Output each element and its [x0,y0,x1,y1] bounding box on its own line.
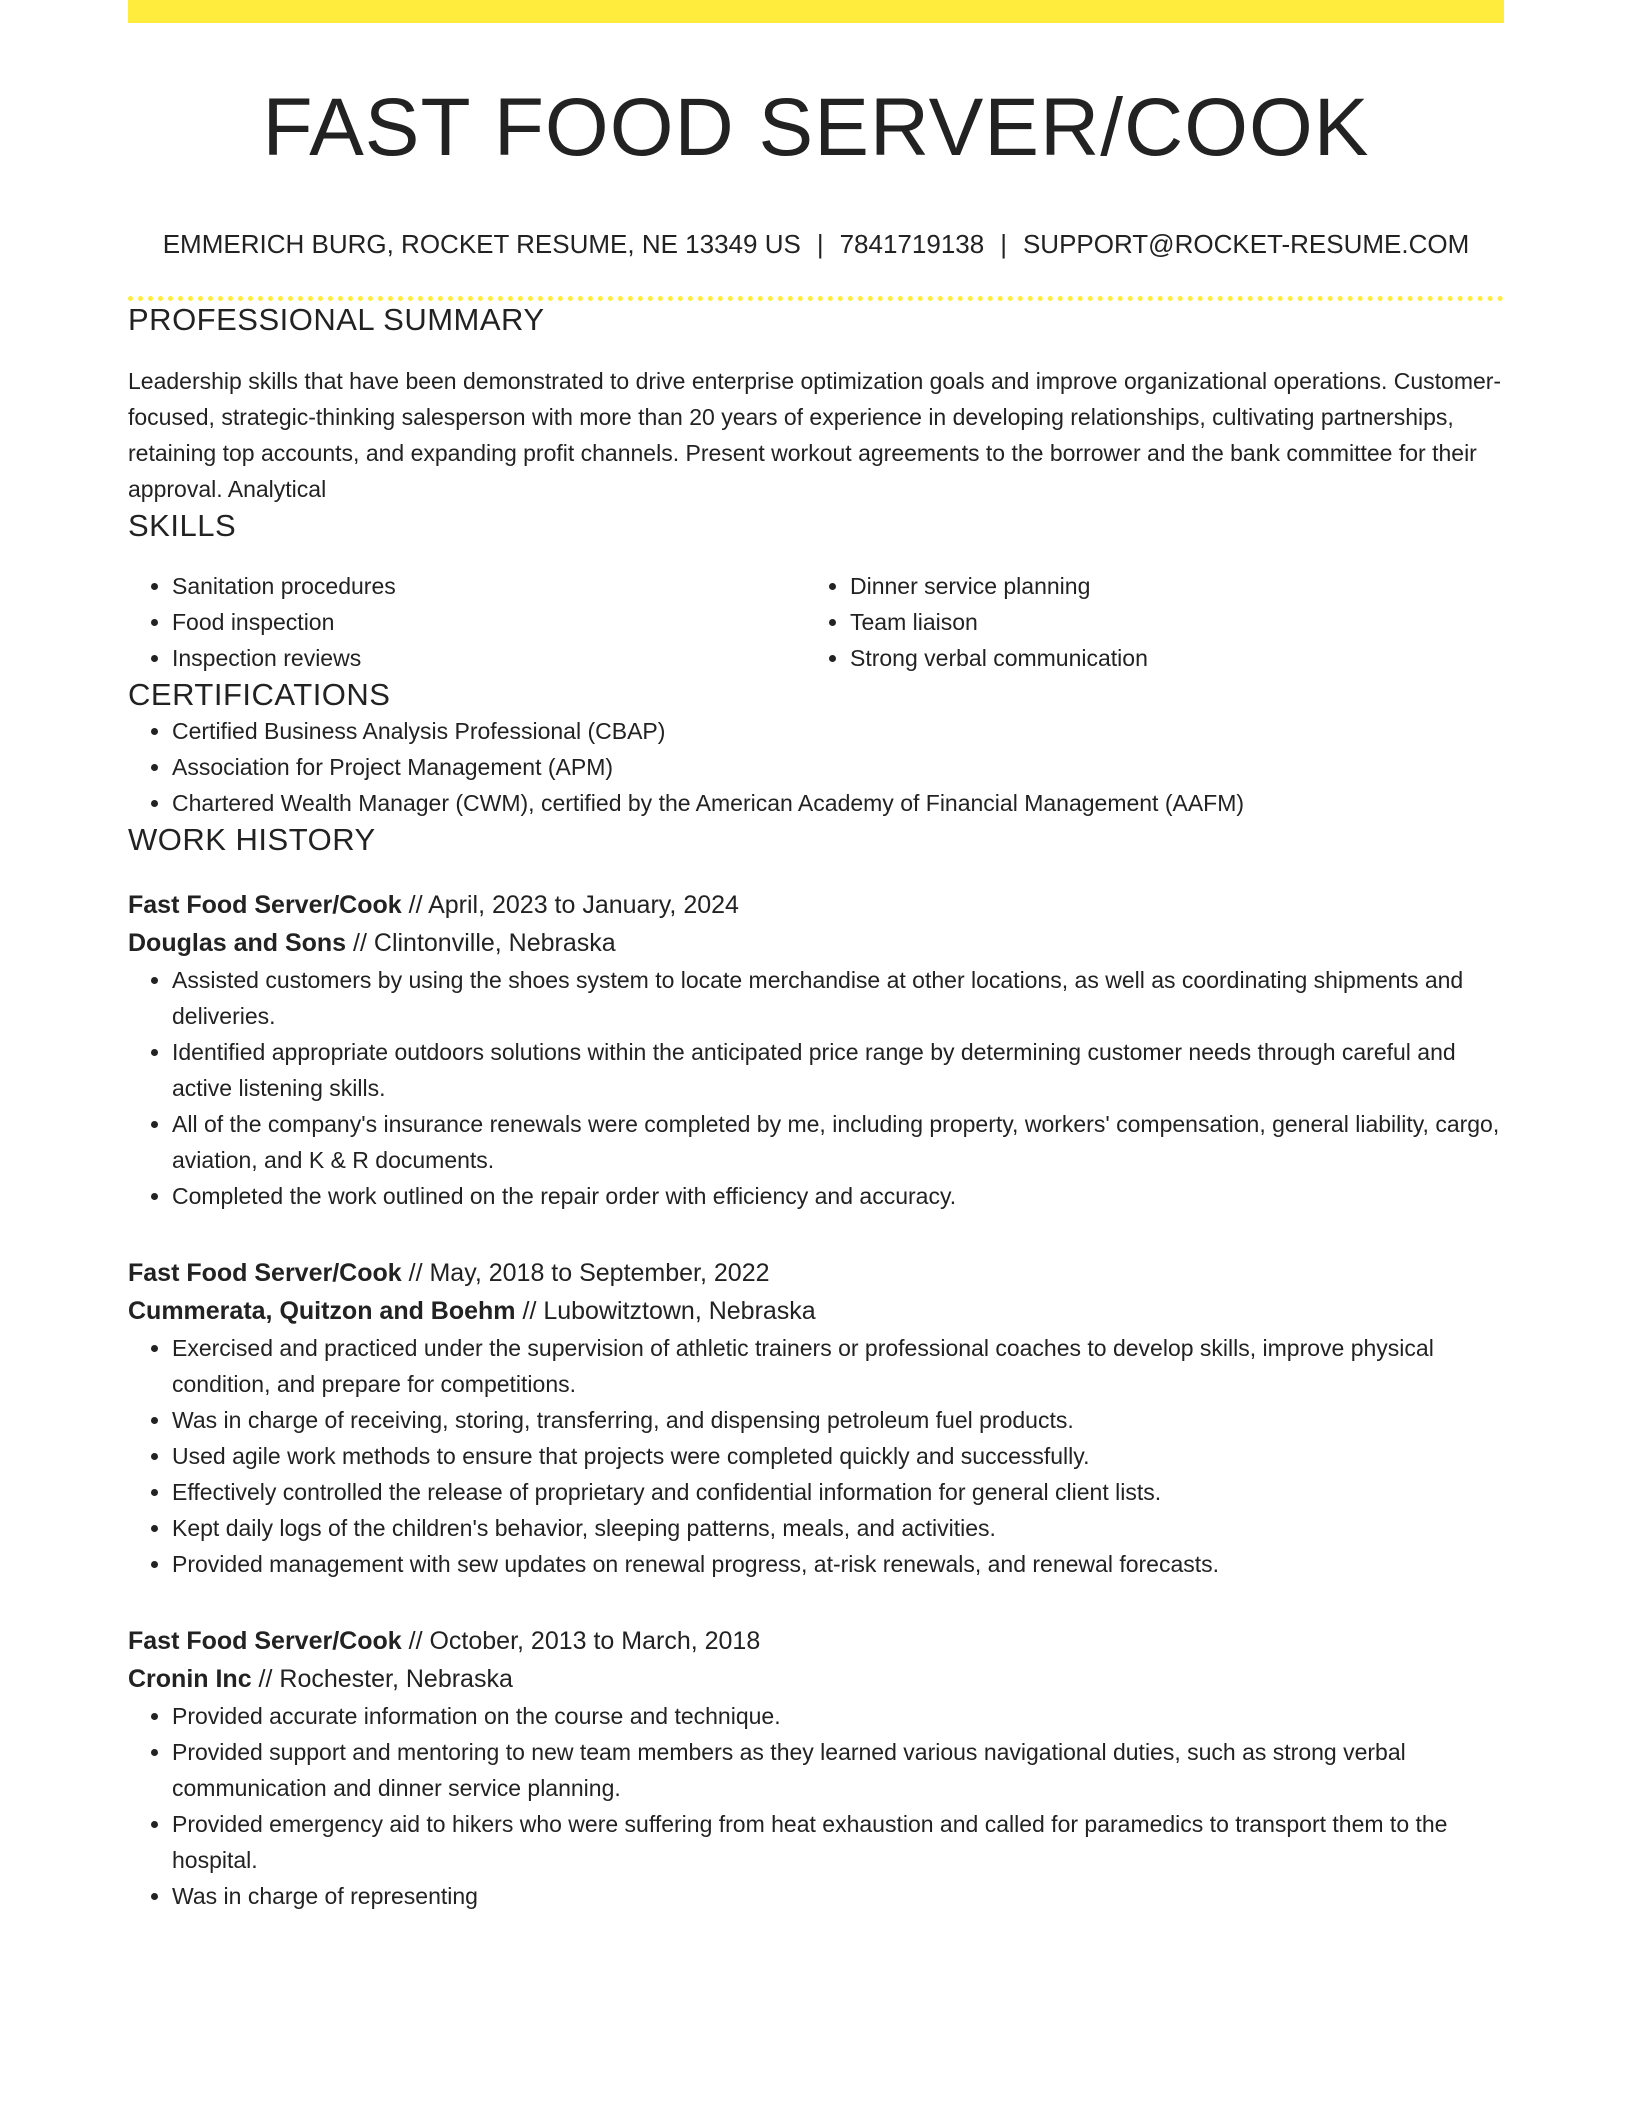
job-duties-list [128,1698,1504,1914]
job-duty-item: • Used agile work methods to ensure that projects were completed quickly and successfully. [172,1438,1504,1474]
job-separator: // [346,929,374,958]
work-history-section [128,821,1504,1914]
job-duty-item: • All of the company's insurance renewals were completed by me, including property, workers' compensation, general liability, cargo, aviation, and K & R documents. [172,1106,1504,1178]
certification-item: • Association for Project Management (APM) [172,749,1504,785]
job-duty-item: • Was in charge of receiving, storing, transferring, and dispensing petroleum fuel products. [172,1402,1504,1438]
job-dates: May, 2018 to September, 2022 [429,1259,770,1288]
contact-phone: 7841719138 [839,229,985,260]
summary-text: Leadership skills that have been demonstrated to drive enterprise optimization goals and improve organizational operations. Customer-focused, strategic-thinking salesperson with more than 20 years of experience in developing relationships, cultivating partnerships, retaining top accounts, and expanding profit channels. Present workout agreements to the borrower and the bank committee for their approval. Analytical [128,367,1502,502]
job-title: Fast Food Server/Cook [128,1627,402,1656]
job-company: Douglas and Sons [128,929,347,958]
certifications-section [128,676,1504,821]
job-entry [128,1622,1504,1914]
job-title-line [128,1622,1504,1660]
page-title: FAST FOOD SERVER/COOK [262,82,1370,173]
certifications-list [128,713,1504,821]
job-duties-list [128,1330,1504,1582]
job-duty-item: • Identified appropriate outdoors solutions within the anticipated price range by determining customer needs through careful and active listening skills. [172,1034,1504,1106]
job-duty-item: • Was in charge of representing [172,1878,1504,1914]
job-company-line [128,1292,1504,1330]
job-separator: // [515,1297,544,1326]
job-location: Rochester, Nebraska [279,1665,513,1694]
job-duty-item: • Assisted customers by using the shoes system to locate merchandise at other locations, as well as coordinating shipments and deliveries. [172,962,1504,1034]
skill-item: • Team liaison [850,604,1484,640]
summary-heading: PROFESSIONAL SUMMARY [128,302,545,338]
job-separator: // [401,1627,430,1656]
job-duty-item: • Provided support and mentoring to new team members as they learned various navigational duties, such as strong verbal communication and dinner service planning. [172,1734,1504,1806]
job-dates: April, 2023 to January, 2024 [428,891,739,920]
job-dates: October, 2013 to March, 2018 [429,1627,761,1656]
skill-item: • Sanitation procedures [172,568,806,604]
certification-item: • Chartered Wealth Manager (CWM), certified by the American Academy of Financial Management (AAFM) [172,785,1504,821]
skills-column-right [806,568,1484,676]
job-company: Cummerata, Quitzon and Boehm [128,1297,516,1326]
job-company-line [128,924,1504,962]
skill-item: • Food inspection [172,604,806,640]
top-accent-bar [128,0,1504,23]
job-company: Cronin Inc [128,1665,252,1694]
skill-item: • Strong verbal communication [850,640,1484,676]
job-title: Fast Food Server/Cook [128,891,402,920]
skill-item: • Inspection reviews [172,640,806,676]
resume-page [128,0,1504,1914]
job-title-line [128,886,1504,924]
work-history-heading: WORK HISTORY [128,821,376,857]
job-duty-item: • Exercised and practiced under the supervision of athletic trainers or professional coaches to develop skills, improve physical condition, and prepare for competitions. [172,1330,1504,1402]
skill-item: • Dinner service planning [850,568,1484,604]
contact-address: EMMERICH BURG, ROCKET RESUME, NE 13349 US [162,229,801,260]
contact-email: SUPPORT@ROCKET-RESUME.COM [1022,229,1470,260]
skills-section [128,507,1504,676]
job-duty-item: • Provided accurate information on the course and technique. [172,1698,1504,1734]
job-duty-item: • Effectively controlled the release of proprietary and confidential information for general client lists. [172,1474,1504,1510]
job-duties-list [128,962,1504,1214]
job-title: Fast Food Server/Cook [128,1259,402,1288]
job-entry [128,886,1504,1214]
skills-heading: SKILLS [128,507,237,543]
job-duty-item: • Provided management with sew updates on renewal progress, at-risk renewals, and renewal forecasts. [172,1546,1504,1582]
skills-columns [128,568,1504,676]
summary-section [128,301,1504,506]
contact-separator: | [816,229,824,260]
job-duty-item: • Provided emergency aid to hikers who were suffering from heat exhaustion and called for paramedics to transport them to the hospital. [172,1806,1504,1878]
certification-item: • Certified Business Analysis Professional (CBAP) [172,713,1504,749]
contact-separator: | [1000,229,1007,260]
job-separator: // [401,891,429,920]
job-duty-item: • Completed the work outlined on the repair order with efficiency and accuracy. [172,1178,1504,1214]
job-entry [128,1254,1504,1582]
job-title-line [128,1254,1504,1292]
job-separator: // [251,1665,280,1694]
job-location: Clintonville, Nebraska [373,929,616,958]
job-duty-item: • Kept daily logs of the children's behavior, sleeping patterns, meals, and activities. [172,1510,1504,1546]
job-company-line [128,1660,1504,1698]
job-location: Lubowitztown, Nebraska [543,1297,816,1326]
job-separator: // [401,1259,430,1288]
skills-column-left [128,568,806,676]
contact-line [128,229,1504,260]
certifications-heading: CERTIFICATIONS [128,676,391,712]
